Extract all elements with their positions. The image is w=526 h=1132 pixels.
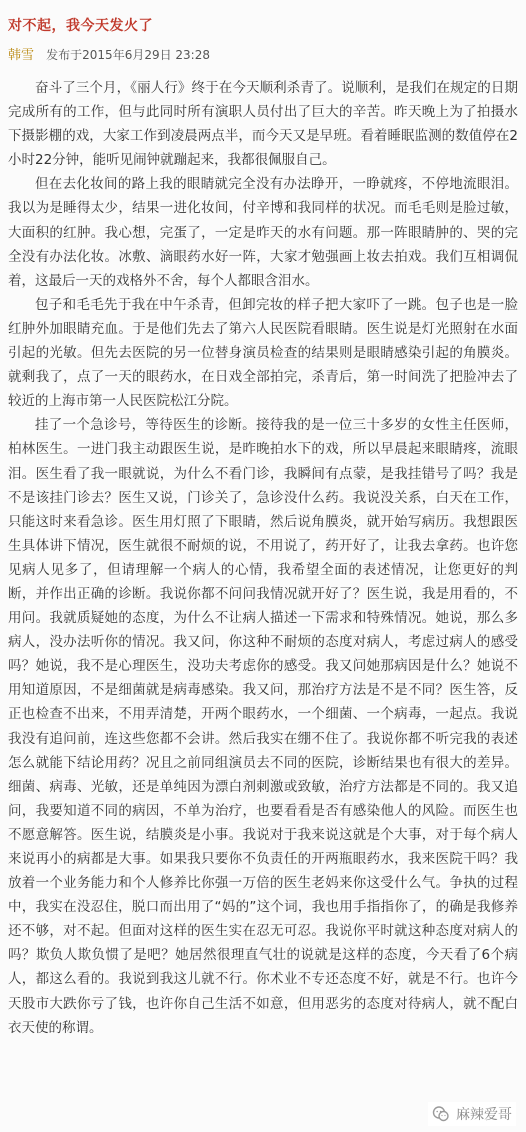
paragraph: 挂了一个急诊号，等待医生的诊断。接待我的是一位三十多岁的女性主任医师，柏林医生。一进门我主动跟医生说，是昨晚拍水下的戏，所以早晨起来眼睛疼，流眼泪。医生看了我一眼就说，为什么不看门诊，我瞬间有点蒙，是我挂错号了吗？我是不是该挂门诊去？医生又说，门诊关了，急诊没什么药。我说没关系，白天在工作，只能这时来看急诊。医生用灯照了下眼睛，然后说角膜炎，就开始写病历。我想跟医生具体讲下情况，医生就很不耐烦的说，不用说了，药开好了，让我去拿药。也许您见病人见多了，但请理解一个病人的心情，我希望全面的表述情况，让您更好的判断，并作出正确的诊断。我说你都不问问我情况就开好了？医生说，我是用看的，不用问。我就质疑她的态度，为什么不让病人描述一下需求和特殊情况。她说，那么多病人，没办法听你的情况。我又问，你这种不耐烦的态度对病人，考虑过病人的感受吗？她说，我不是心理医生，没功夫考虑你的感受。我又问她那病因是什么？她说不用知道原因，不是细菌就是病毒感染。我又问，那治疗方法是不是不同？医生答，反正也检查不出来，不用弄清楚，开两个眼药水，一个细菌、一个病毒，一起点。我说我没有追问前，连这些您都不会讲。然后我实在绷不住了。我说你都不听完我的表述怎么就能下结论用药？况且之前同组演员去不同的医院，诊断结果也有很大的差异。细菌、病毒、光敏，还是单纯因为漂白剂刺激或致敏，治疗方法都是不同的。我又追问，我要知道不同的病因，不单为治疗，也要看看是否有感染他人的风险。而医生也不愿意解答。医生说，结膜炎是小事。我说对于我来说这就是个大事，对于每个病人来说再小的病都是大事。如果我只要你不负责任的开两瓶眼药水，我来医院干吗？我放着一个业务能力和个人修养比你强一万倍的医生老妈来你这受什么气。争执的过程中，我实在没忍住，脱口而出用了“妈的”这个词，我也用手指指你了，的确是我修养还不够，对不起。但面对这样的医生实在忍无可忍。我说你平时就这种态度对病人的吗？欺负人欺负惯了是吧？她居然很理直气壮的说就是这样的态度，今天看了6个病人，都这么看的。我说到我这儿就不行。你术业不专还态度不好，就是不行。也许今天股市大跌你亏了钱，也许你自己生活不如意，但用恶劣的态度对待病人，就不配白衣天使的称谓。 [8, 417, 518, 1036]
watermark-text: 麻辣爱哥 [456, 1107, 512, 1123]
paragraph: 包子和毛毛先于我在中午杀青，但卸完妆的样子把大家吓了一跳。包子也是一脸红肿外加眼睛充血。于是他们先去了第六人民医院看眼睛。医生说是灯光照射在水面引起的光敏。但先去医院的另一位替身演员检查的结果则是眼睛感染引起的角膜炎。就剩我了，点了一天的眼药水，在日戏全部拍完，杀青后，第一时间洗了把脸冲去了较近的上海市第一人民医院松江分院。 [8, 296, 518, 410]
wechat-logo-icon [432, 1105, 450, 1123]
paragraph: 但在去化妆间的路上我的眼睛就完全没有办法睁开，一睁就疼，不停地流眼泪。我以为是睡得太少，结果一进化妆间，付辛博和我同样的状况。而毛毛则是脸过敏，大面积的红肿。我心想，完蛋了，一定是昨天的水有问题。那一阵眼睛肿的、哭的完全没有办法化妆。冰敷、滴眼药水好一阵，大家才勉强画上妆去拍戏。我们互相调侃着，这最后一天的戏格外不舍，每个人都眼含泪水。 [8, 176, 518, 289]
publish-time: 发布于2015年6月29日 23:28 [46, 48, 210, 62]
article-meta [8, 44, 210, 63]
watermark [428, 1102, 516, 1126]
author-name[interactable]: 韩雪 [8, 48, 35, 63]
article-title: 对不起，我今天发火了 [8, 18, 153, 34]
paragraph: 奋斗了三个月，《丽人行》终于在今天顺利杀青了。说顺利，是我们在规定的日期完成所有的工作，但与此同时所有演职人员付出了巨大的辛苦。昨天晚上为了拍摄水下摄影棚的戏，大家工作到凌晨两点半，而今天又是早班。看着睡眠监测的数值停在2小时22分钟，能听见闹钟就蹦起来，我都很佩服自己。 [8, 80, 518, 169]
article-body [8, 76, 518, 1040]
